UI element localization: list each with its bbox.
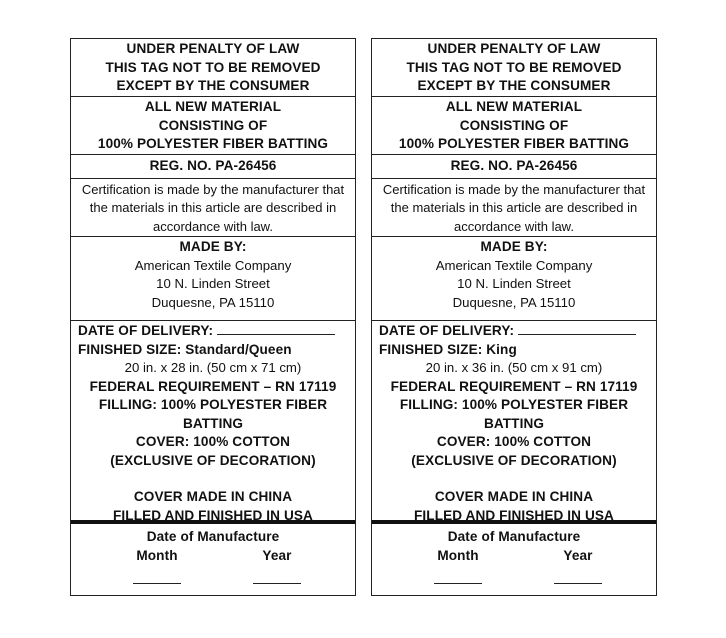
delivery-date-blank [518,321,636,335]
material-section [71,97,355,155]
city-state-zip: Duquesne, PA 15110 [151,294,275,310]
penalty-line: EXCEPT BY THE CONSUMER [116,78,310,93]
origin-line: FILLED AND FINISHED IN USA [113,507,313,523]
cover-content: COVER: 100% COTTON [436,434,592,449]
material-line: CONSISTING OF [158,117,268,133]
finished-size-row [71,341,355,360]
street-address: 10 N. Linden Street [457,276,571,291]
law-tag-king [371,38,657,596]
month-label: Month [437,547,479,563]
month-field [127,547,187,585]
penalty-line: THIS TAG NOT TO BE REMOVED [406,59,622,75]
delivery-label: DATE OF DELIVERY: [78,323,214,338]
year-label: Year [563,547,593,563]
reg-number: REG. NO. PA-26456 [149,158,277,173]
street-address: 10 N. Linden Street [156,276,270,291]
month-label: Month [136,547,178,563]
penalty-line: EXCEPT BY THE CONSUMER [417,78,611,93]
dimensions: 20 in. x 36 in. (50 cm x 91 cm) [425,360,603,375]
cover-content: COVER: 100% COTTON [135,434,291,449]
material-line: 100% POLYESTER FIBER BATTING [97,136,329,151]
finished-size-value: Standard/Queen [185,341,292,357]
material-section [372,97,656,155]
product-details-section [372,321,656,524]
year-field [247,547,307,585]
month-blank [434,571,482,584]
certification-section [71,179,355,237]
city-state-zip: Duquesne, PA 15110 [452,294,576,310]
made-by-label: MADE BY: [179,239,247,254]
manufacture-date-section [372,524,656,584]
delivery-label: DATE OF DELIVERY: [379,323,515,338]
federal-requirement: FEDERAL REQUIREMENT – RN 17119 [89,378,337,394]
penalty-line: UNDER PENALTY OF LAW [126,41,300,56]
material-line: ALL NEW MATERIAL [445,99,583,114]
delivery-row [71,321,355,341]
exclusive-note: (EXCLUSIVE OF DECORATION) [411,452,617,468]
registration-section [71,155,355,179]
finished-size-label: FINISHED SIZE: [78,341,182,357]
delivery-row [372,321,656,341]
material-line: ALL NEW MATERIAL [144,99,282,114]
finished-size-label: FINISHED SIZE: [379,341,483,357]
date-of-manufacture-label: Date of Manufacture [447,529,581,544]
company-name: American Textile Company [435,257,593,273]
finished-size-value: King [486,341,517,357]
manufacturer-section [372,237,656,321]
law-tag-standard-queen [70,38,356,596]
company-name: American Textile Company [134,257,292,273]
year-label: Year [262,547,292,563]
certification-section [372,179,656,237]
filling-line: FILLING: 100% POLYESTER FIBER [98,397,328,412]
delivery-date-blank [217,321,335,335]
month-field [428,547,488,585]
penalty-notice [71,39,355,97]
year-blank [253,571,301,584]
filling-line: BATTING [483,415,545,431]
exclusive-note: (EXCLUSIVE OF DECORATION) [110,452,316,468]
certification-text: Certification is made by the manufacturer that the materials in this article are described in accordance with law. [81,182,345,234]
dimensions: 20 in. x 28 in. (50 cm x 71 cm) [124,360,302,375]
reg-number: REG. NO. PA-26456 [450,158,578,173]
material-line: CONSISTING OF [459,117,569,133]
date-of-manufacture-label: Date of Manufacture [146,529,280,544]
year-blank [554,571,602,584]
origin-line: COVER MADE IN CHINA [434,489,594,504]
material-line: 100% POLYESTER FIBER BATTING [398,136,630,151]
certification-text: Certification is made by the manufacturer that the materials in this article are described in accordance with law. [382,182,646,234]
filling-line: BATTING [182,415,244,431]
registration-section [372,155,656,179]
year-field [548,547,608,585]
finished-size-row [372,341,656,360]
month-blank [133,571,181,584]
federal-requirement: FEDERAL REQUIREMENT – RN 17119 [390,378,638,394]
filling-line: FILLING: 100% POLYESTER FIBER [399,397,629,412]
manufacturer-section [71,237,355,321]
penalty-line: THIS TAG NOT TO BE REMOVED [105,59,321,75]
penalty-notice [372,39,656,97]
manufacture-date-section [71,524,355,584]
origin-line: FILLED AND FINISHED IN USA [414,507,614,523]
product-details-section [71,321,355,524]
penalty-line: UNDER PENALTY OF LAW [427,41,601,56]
made-by-label: MADE BY: [480,239,548,254]
origin-line: COVER MADE IN CHINA [133,489,293,504]
